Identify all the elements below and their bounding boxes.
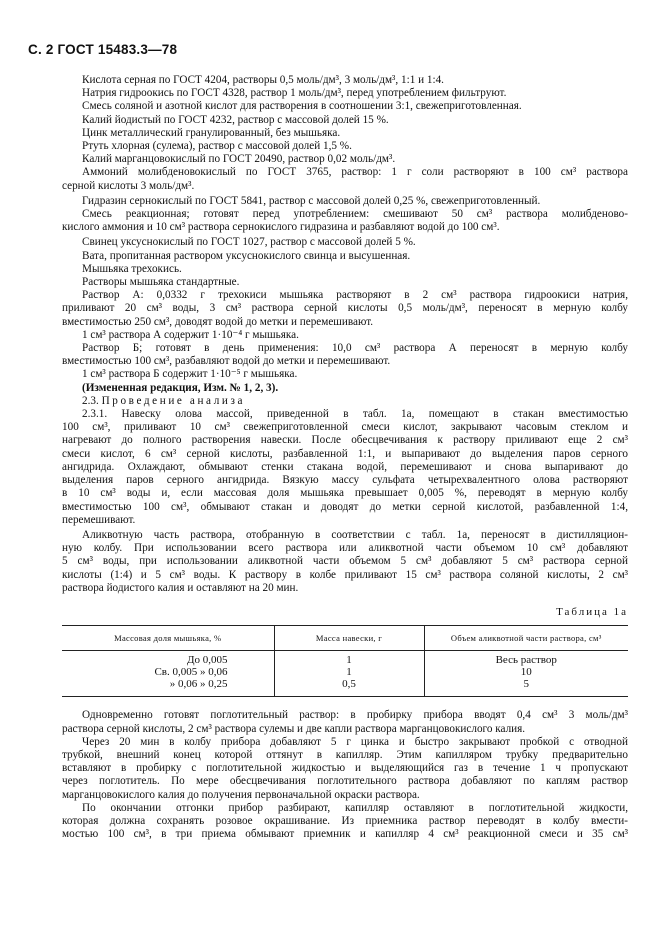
reagent-line: Смесь соляной и азотной кислот для растворения в соотношении 3:1, свежеприготовленная. (82, 100, 522, 113)
distillation-end-paragraph (62, 802, 628, 842)
solution-a-paragraph (62, 289, 628, 329)
text-line: нагревают до полного растворения навески. После обесцвечивания к раствору приливают еще 2 см³ (62, 434, 628, 447)
table-cell: » 0,06 » 0,25 (62, 678, 274, 697)
solution-a-content: 1 см³ раствора А содержит 1·10⁻⁴ г мышьяка. (82, 328, 299, 341)
text-line: приливают 20 см³ воды, 3 см³ раствора серной кислоты 0,5 моль/дм³, переносят в мерную колбу (62, 302, 628, 315)
section-heading (62, 395, 628, 408)
reagent-line: Ртуть хлорная (сулема), раствор с массовой долей 1,5 %. (82, 140, 352, 153)
hydrazine-line: Гидразин сернокислый по ГОСТ 5841, раствор с массовой долей 0,25 %, свежеприготовленный. (82, 194, 541, 207)
text-line: мостью 100 см³, в три приема обмывают приемник и капилляр 4 см³ реакционной смеси и 35 см³ (62, 828, 628, 841)
text-line: Смесь реакционная; готовят перед употреблением: смешивают 50 см³ раствора молибденово- (82, 208, 628, 221)
reagents-list (62, 74, 628, 166)
text-line: кислого аммония и 10 см³ раствора сернокислого гидразина и разбавляют водой до 100 см³. (62, 221, 500, 234)
table-cell: 1 (274, 651, 424, 667)
text-line: которая должна сохранять розовое окрашивание. Из приемника раствор переводят в колбу вмести- (62, 814, 628, 827)
text-line: 2.3.1. Навеску олова массой, приведенной в табл. 1а, помещают в стакан вместимостью (82, 408, 628, 421)
solution-b-content: 1 см³ раствора Б содержит 1·10⁻⁵ г мышьяка. (82, 368, 298, 381)
text-line: раствора серной кислоты, 2 см³ раствора сулемы и две капли раствора марганцовокислого калия. (62, 722, 526, 735)
text-line: марганцовокислого калия до получения первоначальной окраски раствора. (62, 788, 420, 801)
text-line: раствора йодистого калия и оставляют на 20 мин. (62, 581, 299, 594)
section-number: 2.3. (82, 394, 99, 407)
text-line: Одновременно готовят поглотительный раствор: в пробирку прибора вводят 0,4 см³ 3 моль/дм³ (82, 709, 628, 722)
text-line: смеси кислот, 6 см³ серной кислоты, разбавленной 1:1, и выпаривают до выделения паров серного (62, 447, 628, 460)
text-line: вместимостью 250 см³, доводят водой до метки и перемешивают. (62, 315, 374, 328)
document-body (62, 74, 628, 841)
arsenic-standard-line: Растворы мышьяка стандартные. (82, 276, 240, 289)
paragraph-2-3-1 (62, 408, 628, 527)
text-line: вместимостью 100 см³, разбавляют водой до метки и перемешивают. (62, 355, 391, 368)
text-line: через поглотитель. По мере обесцвечивания поглотительного раствора добавляют по каплям раствор (62, 775, 628, 788)
text-line: вместимостью 100 см³, обмывают стакан и доводят до метки серной кислотой, разбавленной 1:4, (62, 500, 628, 513)
column-header: Масса навески, г (274, 626, 424, 651)
text-line: трубкой, внешний конец которой оттянут в капилляр. Этим капилляром трубку предварительно (62, 748, 628, 761)
column-header: Объем аликвотной части раствора, см³ (424, 626, 628, 651)
table-row (62, 678, 628, 697)
table-row (62, 666, 628, 678)
text-line: выделения паров серного ангидрида. Вязкую массу сульфата четырехвалентного олова растворяют (62, 474, 628, 487)
section-title: Проведение анализа (101, 394, 246, 407)
table-row (62, 651, 628, 667)
cotton-wool-line: Вата, пропитанная раствором уксуснокислого свинца и высушенная. (82, 249, 411, 262)
table-cell: Св. 0,005 » 0,06 (154, 666, 228, 679)
table-cell: 0,5 (274, 678, 424, 697)
table-cell: Весь раствор (424, 651, 628, 667)
column-header: Массовая доля мышьяка, % (62, 626, 274, 651)
page-header: С. 2 ГОСТ 15483.3—78 (28, 42, 178, 57)
table-cell: 1 (274, 666, 424, 678)
text-line: кислоты (1:4) и 5 см³ воды. К раствору в колбе приливают 15 см³ раствора соляной кислоты, 2 см³ (62, 568, 628, 581)
zinc-paragraph (62, 736, 628, 802)
text-line: Раствор А: 0,0332 г трехокиси мышьяка растворяют в 2 см³ раствора гидроокиси натрия, (82, 289, 628, 302)
text-line: серной кислоты 3 моль/дм³. (62, 179, 195, 192)
solution-b-paragraph (62, 342, 628, 368)
table-1a (62, 625, 628, 697)
text-line: 5 см³ воды, при использовании аликвотной части объемом 5 см³ добавляют 5 см³ раствора серной (62, 555, 628, 568)
text-line: Аммоний молибденовокислый по ГОСТ 3765, раствор: 1 г соли растворяют в 100 см³ раствора (82, 166, 628, 179)
text-line: 100 см³, приливают 10 см³ свежеприготовленной смеси кислот, закрывают часовым стеклом и (62, 421, 628, 434)
table-header-row (62, 626, 628, 651)
text-line: ангидрида. Охлаждают, обмывают стенки стакана водой, перемешивают и снова выпаривают до (62, 460, 628, 473)
lead-acetate-line: Свинец уксуснокислый по ГОСТ 1027, раствор с массовой долей 5 %. (82, 236, 416, 249)
aliquot-paragraph (62, 529, 628, 595)
amendment-note: (Измененная редакция, Изм. № 1, 2, 3). (82, 381, 279, 394)
text-line: Аликвотную часть раствора, отобранную в соответствии с табл. 1а, переносят в дистилляцион- (82, 528, 628, 541)
table-caption: Таблица 1а (556, 605, 628, 618)
text-line: перемешивают. (62, 513, 136, 526)
reagent-line: Цинк металлический гранулированный, без мышьяка. (82, 126, 341, 139)
reagent-line: Калий марганцовокислый по ГОСТ 20490, раствор 0,02 моль/дм³. (82, 153, 396, 166)
text-line: в 10 см³ воды и, если массовая доля мышьяка превышает 0,005 %, переводят в мерную колбу (62, 487, 628, 500)
text-line: вставляют в пробирку с поглотительной жидкостью и выделяющийся газ в течение 1 ч пропускают (62, 762, 628, 775)
text-line: Раствор Б; готовят в день применения: 10,0 см³ раствора А переносят в мерную колбу (82, 342, 628, 355)
reaction-mix-paragraph (62, 208, 628, 234)
text-line: ную колбу. При использовании всего раствора или аликвотной части объемом 10 см³ добавляют (62, 542, 628, 555)
reagent-line: Натрия гидроокись по ГОСТ 4328, раствор 1 моль/дм³, перед употреблением фильтруют. (82, 87, 507, 100)
absorbent-paragraph (62, 709, 628, 735)
table-cell: 10 (424, 666, 628, 678)
reagent-line: Калий йодистый по ГОСТ 4232, раствор с массовой долей 15 %. (82, 113, 389, 126)
molybdate-paragraph (62, 166, 628, 192)
table-cell: 5 (424, 678, 628, 697)
table-cell: До 0,005 (186, 654, 228, 667)
arsenic-trioxide-line: Мышьяка трехокись. (82, 262, 182, 275)
reagent-line: Кислота серная по ГОСТ 4204, растворы 0,5 моль/дм³, 3 моль/дм³, 1:1 и 1:4. (82, 74, 444, 86)
text-line: Через 20 мин в колбу прибора добавляют 5 г цинка и быстро закрывают пробкой с отводной (82, 735, 628, 748)
text-line: По окончании отгонки прибор разбирают, капилляр оставляют в поглотительной жидкости, (82, 801, 628, 814)
